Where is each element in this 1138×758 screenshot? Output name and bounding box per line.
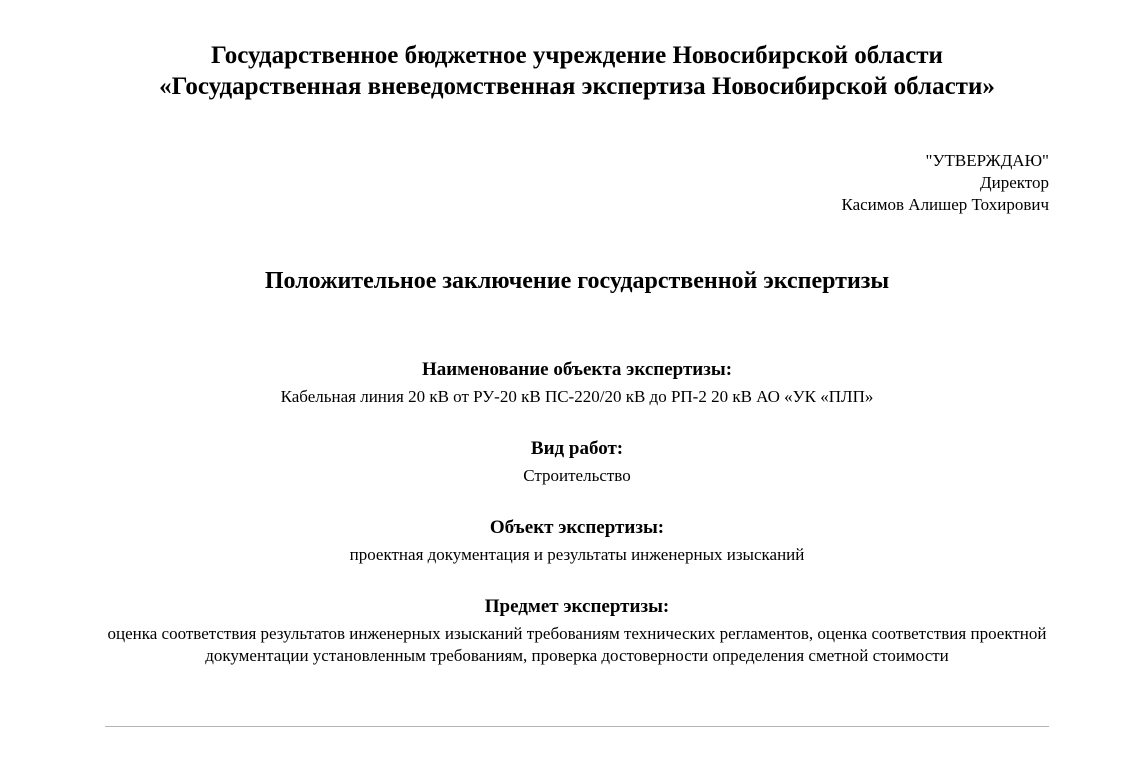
section-heading: Объект экспертизы: [489, 517, 665, 538]
approval-block [841, 150, 1049, 216]
section-value: оценка соответствия результатов инженерных изысканий требованиям технических регламентов, оценка соответствия проектной документации установленным требованиям, проверка достоверности определения сметной стоимости [107, 624, 1047, 665]
document-page [105, 0, 1049, 758]
section-value: проектная документация и результаты инженерных изысканий [349, 545, 805, 564]
organization-header [105, 40, 1049, 102]
section-value: Строительство [523, 466, 631, 485]
document-title: Положительное заключение государственной экспертизы [264, 268, 890, 294]
section-object-name [105, 358, 1049, 408]
section-heading: Предмет экспертизы: [484, 596, 670, 617]
section-heading: Вид работ: [530, 438, 624, 459]
approver-position: Директор [980, 173, 1049, 192]
section-heading: Наименование объекта экспертизы: [421, 359, 733, 380]
organization-name-line-2: «Государственная вневедомственная экспертиза Новосибирской области» [159, 73, 995, 100]
approver-name: Касимов Алишер Тохирович [841, 195, 1049, 214]
organization-name-line-1: Государственное бюджетное учреждение Новосибирской области [211, 42, 943, 69]
horizontal-divider [105, 726, 1049, 727]
section-value: Кабельная линия 20 кВ от РУ-20 кВ ПС-220/20 кВ до РП-2 20 кВ АО «УК «ПЛП» [280, 387, 874, 406]
section-work-type [105, 437, 1049, 487]
section-expertise-subject [105, 595, 1049, 667]
section-expertise-object [105, 516, 1049, 566]
approval-stamp: "УТВЕРЖДАЮ" [925, 151, 1049, 170]
